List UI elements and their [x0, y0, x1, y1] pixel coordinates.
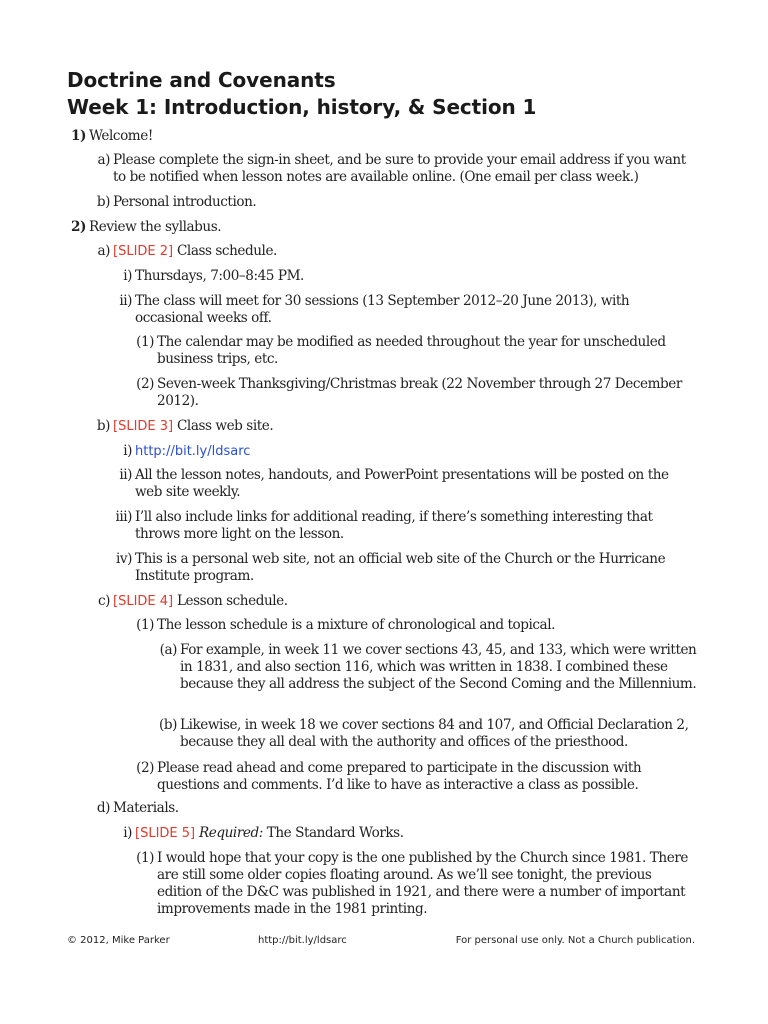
outline-item [123, 825, 698, 842]
outline-marker: a) [97, 152, 110, 168]
outline-text: Review the syllabus. [89, 219, 222, 235]
outline-marker: (2) [136, 376, 154, 392]
outline-text: I’ll also include links for additional reading, if there’s something interesting that throws more light on the lesson. [135, 509, 653, 542]
slide-reference: [SLIDE 3] [113, 419, 174, 434]
outline-marker: i) [123, 443, 132, 459]
outline-item [159, 717, 698, 751]
outline-text: Personal introduction. [113, 194, 257, 210]
outline-item [97, 152, 698, 186]
outline-text: For example, in week 11 we cover sections 43, 45, and 133, which were written in 1831, and also section 116, which was written in 1838. I combined these because they all address the subject of the Second Coming and the Millennium. [180, 642, 697, 692]
outline-marker: iv) [116, 551, 132, 567]
outline-item [97, 593, 698, 610]
outline-text: The calendar may be modified as needed throughout the year for unscheduled business trips, etc. [157, 334, 666, 367]
outline-item [96, 800, 698, 817]
outline-text: Class web site. [173, 418, 274, 434]
outline-marker: c) [97, 593, 110, 609]
outline-item [136, 760, 698, 794]
outline-text: The lesson schedule is a mixture of chronological and topical. [157, 617, 555, 633]
outline-marker: (b) [159, 717, 177, 733]
outline-marker: (1) [136, 334, 154, 350]
outline-marker: d) [96, 800, 110, 816]
outline-text: All the lesson notes, handouts, and PowerPoint presentations will be posted on the web site weekly. [135, 467, 669, 500]
footer-copyright: © 2012, Mike Parker [67, 935, 170, 946]
outline-marker: ii) [119, 467, 132, 483]
footer-url: http://bit.ly/ldsarc [258, 935, 347, 946]
outline-text: Class schedule. [173, 243, 277, 259]
document-title: Doctrine and Covenants [67, 68, 336, 92]
outline-item [97, 243, 698, 260]
outline-marker: ii) [119, 293, 132, 309]
slide-reference: [SLIDE 5] [135, 826, 196, 841]
outline-item [71, 219, 698, 236]
outline-text: Materials. [113, 800, 179, 816]
outline-text: Seven-week Thanksgiving/Christmas break (22 November through 27 December 2012). [157, 376, 682, 409]
outline-item [71, 128, 698, 145]
outline-item [115, 509, 698, 543]
outline-item [119, 467, 698, 501]
outline-marker: (1) [136, 617, 154, 633]
outline-text: Lesson schedule. [173, 593, 288, 609]
outline-item [136, 334, 698, 368]
emphasis-text: Required: [195, 825, 263, 841]
document-subtitle: Week 1: Introduction, history, & Section 1 [67, 95, 537, 119]
outline-marker: 2) [71, 219, 86, 235]
outline-text: Welcome! [89, 128, 153, 144]
outline-marker: i) [123, 825, 132, 841]
outline-item [116, 551, 698, 585]
outline-text: Please complete the sign-in sheet, and be sure to provide your email address if you want to be notified when lesson notes are available online. (One email per class week.) [113, 152, 686, 185]
outline-text: This is a personal web site, not an official web site of the Church or the Hurricane Institute program. [135, 551, 666, 584]
outline-item [136, 850, 698, 918]
outline-marker: b) [96, 194, 110, 210]
slide-reference: [SLIDE 4] [113, 594, 174, 609]
outline-marker: a) [97, 243, 110, 259]
outline-text: Thursdays, 7:00–8:45 PM. [135, 268, 304, 284]
slide-reference: [SLIDE 2] [113, 244, 174, 259]
outline-marker: i) [123, 268, 132, 284]
outline-text: The class will meet for 30 sessions (13 September 2012–20 June 2013), with occasional weeks off. [135, 293, 630, 326]
outline-marker: 1) [71, 128, 86, 144]
outline-item [119, 293, 698, 327]
outline-item [123, 443, 698, 460]
outline-marker: (a) [159, 642, 177, 658]
outline-item [96, 194, 698, 211]
outline-marker: iii) [115, 509, 132, 525]
outline-marker: (1) [136, 850, 154, 866]
footer-disclaimer: For personal use only. Not a Church publication. [455, 935, 695, 946]
outline-item [136, 376, 698, 410]
class-website-link[interactable]: http://bit.ly/ldsarc [135, 444, 251, 459]
outline-item [159, 642, 698, 693]
outline-item [136, 617, 698, 634]
outline-text: The Standard Works. [262, 825, 404, 841]
outline-text: Likewise, in week 18 we cover sections 84 and 107, and Official Declaration 2, because they all deal with the authority and offices of the priesthood. [180, 717, 689, 750]
outline-item [123, 268, 698, 285]
outline-marker: (2) [136, 760, 154, 776]
outline-text: I would hope that your copy is the one published by the Church since 1981. There are still some older copies floating around. As we’ll see tonight, the previous edition of the D&C was published in 1921, and there were a number of important improvements made in the 1981 printing. [157, 850, 688, 917]
outline-item [96, 418, 698, 435]
outline-text: Please read ahead and come prepared to participate in the discussion with questions and comments. I’d like to have as interactive a class as possible. [157, 760, 642, 793]
outline-marker: b) [96, 418, 110, 434]
